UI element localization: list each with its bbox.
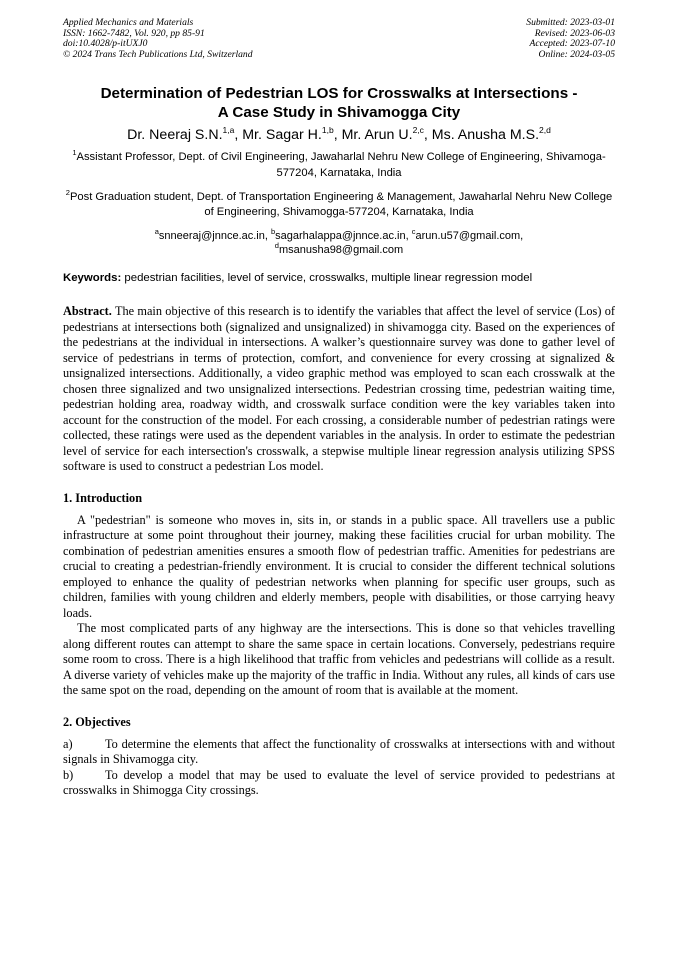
- author-superscript: 2,c: [412, 125, 424, 136]
- author-name: Dr. Neeraj S.N.: [127, 127, 223, 144]
- list-item-text: To develop a model that may be used to evaluate the level of service provided to pedestrians at crosswalks in Shimogga City crossings.: [63, 767, 615, 798]
- email-line-1: [63, 229, 615, 243]
- abstract-text: The main objective of this research is to identify the variables that affect the level of service (Los) of pedestrians at intersections both (signalized and unsignalized) in shivamogga city. Based on the experiences of the pedestrians at the individual in intersections. A walker’s questionnaire survey was done to gather level of service of pedestrians in terms of protection, comfort, and convenience for every crossing at signalized & unsignalized intersections. Additionally, a video graphic method was employed to scan each crosswalk at the chosen three signalized and two unsignalized intersections. Pedestrian crossing time, pedestrian waiting time, pedestrian holding area, roadway width, and crosswalk surface condition were the key variables taken into account for the construction of the model. For each crossing, a considerable number of pedestrian ratings were collected, these ratings were used as the dependent variables in the analysis. In order to estimate the pedestrian level of service for each intersection's crosswalk, a stepwise multiple linear regression analysis utilizing SPSS software is used to construct a pedestrian Los model.: [63, 304, 615, 474]
- affiliation-text: Assistant Professor, Dept. of Civil Engineering, Jawaharlal Nehru New College of Engineering, Shivamoga-577204, Karnataka, India: [76, 151, 606, 179]
- keywords-text: pedestrian facilities, level of service, crosswalks, multiple linear regression model: [121, 272, 533, 285]
- author-superscript: 1,b: [321, 125, 334, 136]
- email-address[interactable]: msanusha98@gmail.com: [278, 244, 404, 257]
- affiliation-superscript: 1: [72, 148, 77, 158]
- email-superscript: b: [270, 227, 276, 237]
- email-address[interactable]: sagarhalappa@jnnce.ac.in,: [275, 230, 412, 243]
- journal-name: Applied Mechanics and Materials: [63, 17, 194, 28]
- list-item: a) To determine the elements that affect the functionality of crosswalks at intersections with and without signals in Shivamogga city.: [63, 736, 615, 767]
- email-superscript: a: [154, 227, 159, 237]
- author-separator: ,: [234, 127, 243, 144]
- journal-copyright: © 2024 Trans Tech Publications Ltd, Switzerland: [63, 48, 253, 60]
- author-name: Mr. Sagar H.: [242, 127, 322, 144]
- introduction-paragraph: The most complicated parts of any highway are the intersections. This is done so that vehicles travelling along different routes can attempt to share the same space in certain locations. Conversely, pedestrians require some room to cross. There is a high likelihood that traffic from vehicles and pedestrians will collide as a result. A diverse variety of vehicles make up the majority of the traffic in India. Without any rules, all kinds of cars use the same spot on the road, depending on the amount of room that is available at the moment.: [63, 621, 615, 698]
- author-name: Ms. Anusha M.S.: [431, 127, 540, 144]
- introduction-paragraph: A "pedestrian" is someone who moves in, sits in, or stands in a public space. All travellers use a public infrastructure at some point throughout their journey, making these facilities crucial for urban mobility. The combination of pedestrian amenities ensures a smooth flow of pedestrian traffic. Amenities for pedestrians are crucial to creating a pedestrian-friendly environment. It is crucial to consider the different technical solutions employed to enhance the quality of pedestrian networks when planning for specific user groups, such as children, families with young children and elderly members, people with disabilities, or those carrying heavy loads.: [63, 512, 615, 620]
- title-line-1: Determination of Pedestrian LOS for Crosswalks at Intersections -: [100, 85, 578, 103]
- author-name: Mr. Arun U.: [341, 127, 413, 144]
- abstract-label: Abstract.: [63, 304, 112, 319]
- date-accepted: Accepted: 2023-07-10: [529, 38, 615, 50]
- keywords: [63, 271, 615, 285]
- keywords-label: Keywords:: [63, 272, 122, 285]
- title-line-2: A Case Study in Shivamogga City: [217, 104, 461, 122]
- section-heading-introduction: 1. Introduction: [63, 490, 143, 505]
- date-submitted: Submitted: 2023-03-01: [526, 17, 615, 28]
- list-item: b) To develop a model that may be used to evaluate the level of service provided to pedestrians at crosswalks in Shimogga City crossings.: [63, 767, 615, 798]
- email-address[interactable]: arun.u57@gmail.com,: [415, 230, 524, 243]
- author-emails: [63, 229, 615, 257]
- journal-header: [63, 18, 615, 60]
- email-superscript: c: [411, 227, 416, 237]
- author-list: [63, 126, 615, 144]
- section-heading-objectives: 2. Objectives: [63, 714, 131, 729]
- journal-issn: ISSN: 1662-7482, Vol. 920, pp 85-91: [63, 27, 205, 39]
- email-superscript: d: [274, 241, 279, 251]
- author-separator: ,: [333, 127, 342, 144]
- objectives-list: [63, 737, 615, 799]
- list-item-text: To determine the elements that affect the functionality of crosswalks at intersections with and without signals in Shivamogga city.: [63, 736, 615, 767]
- author-superscript: 1,a: [222, 125, 235, 136]
- abstract: [63, 304, 615, 475]
- affiliation-text: Post Graduation student, Dept. of Transportation Engineering & Management, Jawaharlal Nehru New College of Engineering, Shivamogga-577204, Karnataka, India: [69, 190, 613, 218]
- affiliation-2: [63, 187, 615, 220]
- affiliation-1: [63, 150, 615, 180]
- affiliation-superscript: 2: [65, 187, 70, 197]
- email-line-2: [63, 243, 615, 257]
- paper-title: [63, 84, 615, 122]
- journal-doi: doi:10.4028/p-itUXJ0: [63, 38, 148, 50]
- journal-info: [63, 18, 253, 60]
- email-address[interactable]: snneeraj@jnnce.ac.in,: [158, 230, 271, 243]
- publication-dates: [526, 18, 615, 60]
- author-separator: ,: [423, 127, 432, 144]
- date-online: Online: 2024-03-05: [538, 48, 615, 60]
- date-revised: Revised: 2023-06-03: [534, 27, 615, 39]
- author-superscript: 2,d: [539, 125, 551, 136]
